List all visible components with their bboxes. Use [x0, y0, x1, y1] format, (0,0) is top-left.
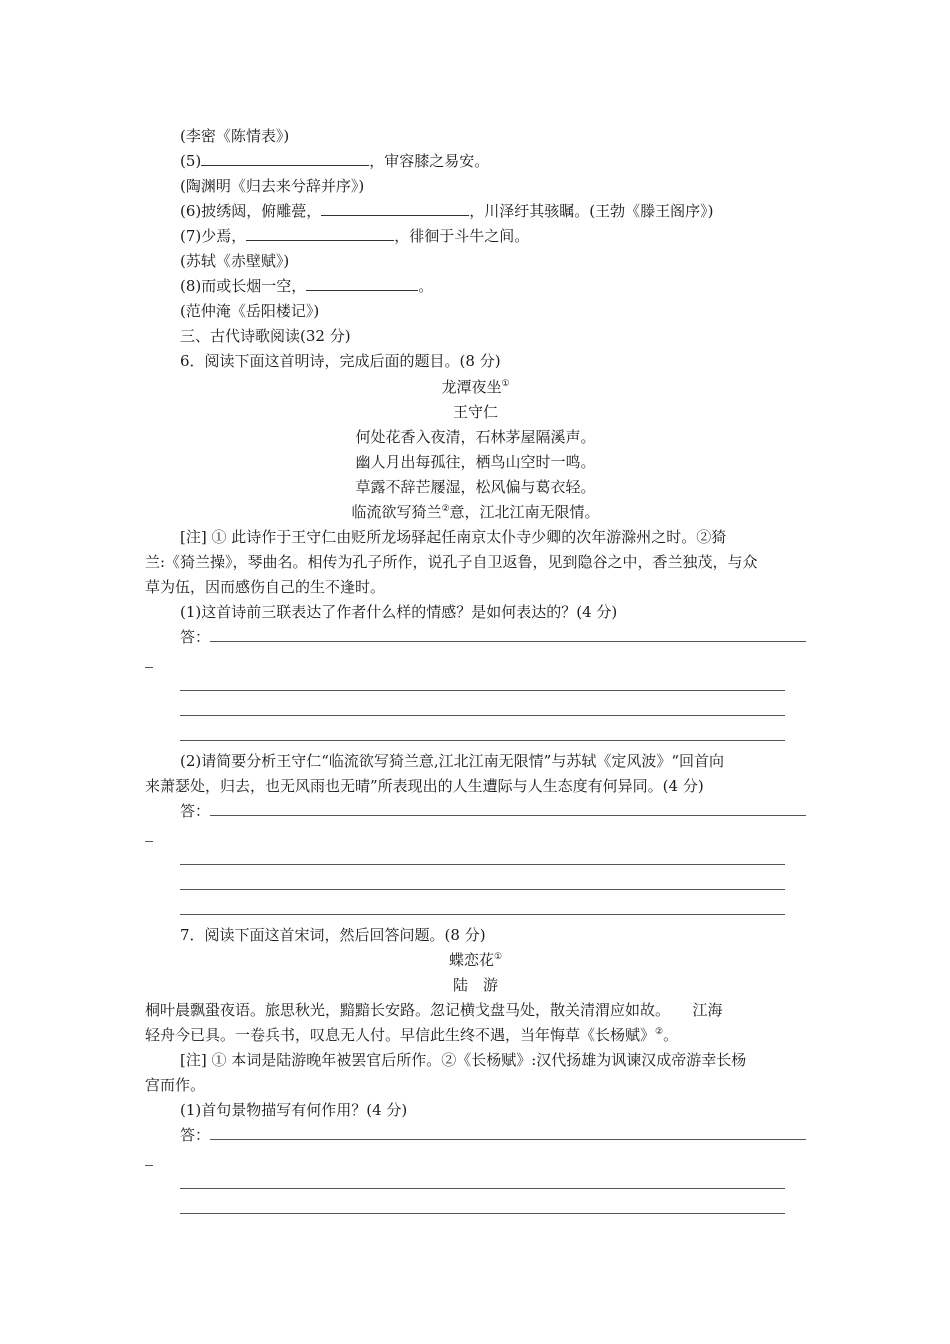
- line-mark: [145, 1165, 153, 1166]
- fill-blank-item-8: [180, 276, 433, 296]
- poem-line: 草露不辞芒屦湿，松风偏与葛衣轻。: [355, 478, 596, 496]
- answer-line[interactable]: [180, 889, 785, 890]
- poem-author: 陆 游: [452, 976, 498, 994]
- fill-blank-item-6: [180, 201, 713, 221]
- answer-label: 答：: [180, 628, 211, 646]
- poem-line: 幽人月出每孤往，栖鸟山空时一鸣。: [355, 453, 596, 471]
- answer-line[interactable]: [180, 740, 785, 741]
- footnote-text: 草为伍，因而感伤自己的生不逢时。: [145, 578, 386, 596]
- poem-author: 王守仁: [452, 403, 498, 421]
- footnote-marker: ②: [655, 1027, 664, 1037]
- poem-text: 桐叶晨飘蛩夜语。旅思秋光，黯黯长安路。忽记横戈盘马处，散关清渭应如故。 江海: [145, 1001, 723, 1019]
- poem-text-span: 轻舟今已具。一卷兵书，叹息无人付。早信此生终不遇，当年悔草《长杨赋》: [145, 1026, 656, 1044]
- source-citation: (范仲淹《岳阳楼记》): [180, 302, 320, 320]
- source-citation: (陶渊明《归去来兮辞并序》): [180, 177, 365, 195]
- line-mark: [145, 667, 153, 668]
- poem-line-text: 临流欲写猗兰: [351, 503, 442, 521]
- answer-label: 答：: [180, 1126, 211, 1144]
- answer-blank[interactable]: [321, 201, 469, 216]
- poem-title: [145, 377, 806, 397]
- answer-label: 答：: [180, 802, 211, 820]
- item-text: ，徘徊于斗牛之间。: [394, 227, 530, 245]
- question-7-prompt: 7．阅读下面这首宋词，然后回答问题。(8 分): [180, 926, 486, 944]
- source-citation: (苏轼《赤壁赋》): [180, 252, 290, 270]
- poem-title-text: 龙潭夜坐: [441, 378, 502, 396]
- poem-line-text: 意，江北江南无限情。: [449, 503, 600, 521]
- footnote-marker: ②: [441, 504, 450, 514]
- poem-line: [145, 502, 806, 522]
- item-text: 。: [418, 277, 434, 295]
- sub-question-1: (1)这首诗前三联表达了作者什么样的情感？是如何表达的？(4 分): [180, 603, 618, 621]
- footnote-text: [注] ① 本词是陆游晚年被罢官后所作。②《长杨赋》:汉代扬雄为讽谏汉成帝游幸长杨: [180, 1051, 747, 1069]
- section-heading: 三、古代诗歌阅读(32 分): [180, 327, 351, 345]
- footnote-marker: ①: [493, 952, 503, 962]
- item-text: ，审容膝之易安。: [369, 152, 490, 170]
- item-text: ，川泽纡其骇瞩。(王勃《滕王阁序》): [469, 202, 714, 220]
- sub-question-2: (2)请简要分析王守仁“临流欲写猗兰意,江北江南无限情”与苏轼《定风波》“回首向: [180, 752, 725, 770]
- poem-text-span: 。: [663, 1026, 679, 1044]
- answer-blank[interactable]: [246, 226, 394, 241]
- answer-line[interactable]: [180, 914, 785, 915]
- source-citation: (李密《陈情表》): [180, 127, 290, 145]
- answer-line[interactable]: [210, 641, 806, 642]
- poem-title: [145, 950, 806, 970]
- answer-line[interactable]: [180, 715, 785, 716]
- sub-question-2-cont: 来萧瑟处，归去，也无风雨也无晴”所表现出的人生遭际与人生态度有何异同。(4 分): [145, 777, 704, 795]
- poem-text: [145, 1025, 678, 1045]
- question-6-prompt: 6．阅读下面这首明诗，完成后面的题目。(8 分): [180, 352, 501, 370]
- fill-blank-item-5: [180, 151, 489, 171]
- item-text: (7)少焉，: [180, 227, 247, 245]
- poem-line: 何处花香入夜清，石林茅屋隔溪声。: [355, 428, 596, 446]
- answer-line[interactable]: [210, 815, 806, 816]
- sub-question-1: (1)首句景物描写有何作用？(4 分): [180, 1101, 408, 1119]
- answer-blank[interactable]: [306, 276, 418, 291]
- poem-title-text: 蝶恋花: [448, 951, 494, 969]
- item-text: (6)披绣闼，俯雕甍，: [180, 202, 322, 220]
- item-text: (8)而或长烟一空，: [180, 277, 307, 295]
- answer-line[interactable]: [180, 690, 785, 691]
- item-text: (5): [180, 152, 202, 170]
- answer-blank[interactable]: [201, 151, 369, 166]
- footnote-marker: ①: [501, 379, 510, 389]
- line-mark: [145, 841, 153, 842]
- footnote-text: 兰:《猗兰操》，琴曲名。相传为孔子所作，说孔子自卫返鲁，见到隐谷之中，香兰独茂，与众: [145, 553, 758, 571]
- fill-blank-item-7: [180, 226, 529, 246]
- footnote-text: 宫而作。: [145, 1076, 206, 1094]
- answer-line[interactable]: [180, 1213, 785, 1214]
- answer-line[interactable]: [210, 1139, 806, 1140]
- answer-line[interactable]: [180, 864, 785, 865]
- footnote-text: [注] ① 此诗作于王守仁由贬所龙场驿起任南京太仆寺少卿的次年游滁州之时。②猗: [180, 528, 727, 546]
- answer-line[interactable]: [180, 1188, 785, 1189]
